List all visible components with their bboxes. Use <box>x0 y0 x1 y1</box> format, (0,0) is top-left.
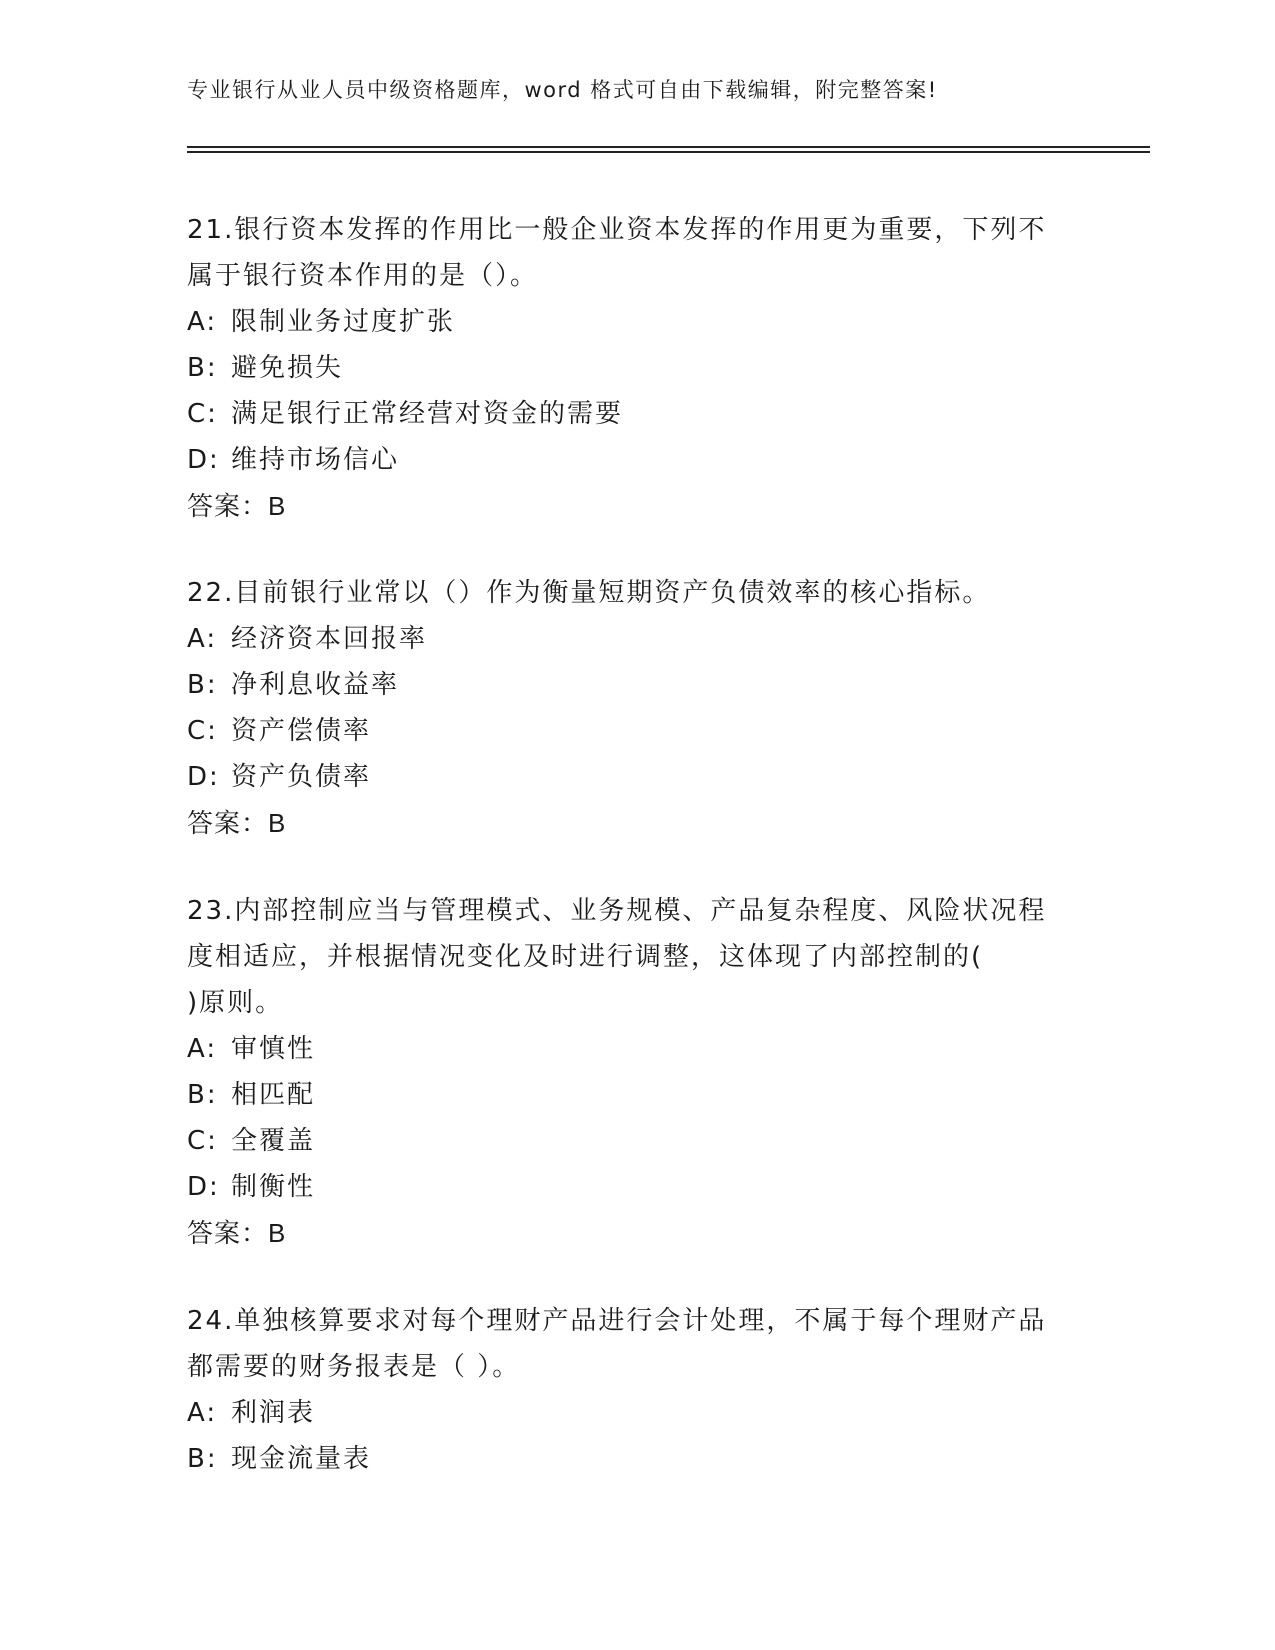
question-stem-line: 23.内部控制应当与管理模式、业务规模、产品复杂程度、风险状况程 <box>187 896 1047 926</box>
option-text: 满足银行正常经营对资金的需要 <box>231 399 624 429</box>
option-d <box>187 437 1067 483</box>
question-stem-line: )原则。 <box>187 988 284 1018</box>
option-a <box>187 1026 1067 1072</box>
option-text: 经济资本回报率 <box>231 624 428 654</box>
option-letter: D: <box>187 445 220 475</box>
option-text: 制衡性 <box>231 1172 316 1202</box>
page-header: 专业银行从业人员中级资格题库，word 格式可自由下载编辑，附完整答案! <box>187 78 938 102</box>
option-text: 净利息收益率 <box>231 670 400 700</box>
option-letter: C: <box>187 1126 218 1156</box>
option-text: 审慎性 <box>231 1034 316 1064</box>
option-text: 限制业务过度扩张 <box>231 307 456 337</box>
option-letter: D: <box>187 1172 220 1202</box>
question-22 <box>187 570 1067 846</box>
option-letter: B: <box>187 1080 218 1110</box>
option-b <box>187 345 1067 391</box>
question-stem-line: 都需要的财务报表是（ ）。 <box>187 1352 521 1382</box>
option-text: 资产负债率 <box>231 762 372 792</box>
option-letter: B: <box>187 670 218 700</box>
option-letter: A: <box>187 1034 218 1064</box>
option-c <box>187 1118 1067 1164</box>
option-letter: A: <box>187 307 218 337</box>
question-stem-line: 属于银行资本作用的是（）。 <box>187 261 539 291</box>
option-b <box>187 1072 1067 1118</box>
question-stem-line: 21.银行资本发挥的作用比一般企业资本发挥的作用更为重要，下列不 <box>187 215 1047 245</box>
option-text: 相匹配 <box>231 1080 316 1110</box>
option-letter: C: <box>187 399 218 429</box>
option-text: 资产偿债率 <box>231 716 372 746</box>
option-a <box>187 616 1067 662</box>
option-c <box>187 391 1067 437</box>
header-rule-bottom <box>187 151 1150 153</box>
header-rule-top <box>187 146 1150 148</box>
question-21 <box>187 207 1067 529</box>
option-text: 利润表 <box>231 1398 316 1428</box>
option-text: 避免损失 <box>231 353 344 383</box>
question-stem-line: 24.单独核算要求对每个理财产品进行会计处理，不属于每个理财产品 <box>187 1306 1047 1336</box>
answer: 答案：B <box>187 1218 287 1248</box>
option-b <box>187 1436 1067 1482</box>
option-letter: D: <box>187 762 220 792</box>
option-letter: B: <box>187 1444 218 1474</box>
option-text: 维持市场信心 <box>231 445 400 475</box>
option-c <box>187 708 1067 754</box>
option-a <box>187 299 1067 345</box>
option-b <box>187 662 1067 708</box>
option-letter: C: <box>187 716 218 746</box>
option-letter: B: <box>187 353 218 383</box>
option-d <box>187 754 1067 800</box>
option-text: 全覆盖 <box>231 1126 316 1156</box>
question-23 <box>187 888 1067 1256</box>
question-stem-line: 22.目前银行业常以（）作为衡量短期资产负债效率的核心指标。 <box>187 578 991 608</box>
answer: 答案：B <box>187 491 287 521</box>
question-24 <box>187 1298 1067 1482</box>
option-letter: A: <box>187 1398 218 1428</box>
option-text: 现金流量表 <box>231 1444 372 1474</box>
question-stem-line: 度相适应，并根据情况变化及时进行调整，这体现了内部控制的( <box>187 942 984 972</box>
option-d <box>187 1164 1067 1210</box>
option-letter: A: <box>187 624 218 654</box>
answer: 答案：B <box>187 808 287 838</box>
option-a <box>187 1390 1067 1436</box>
